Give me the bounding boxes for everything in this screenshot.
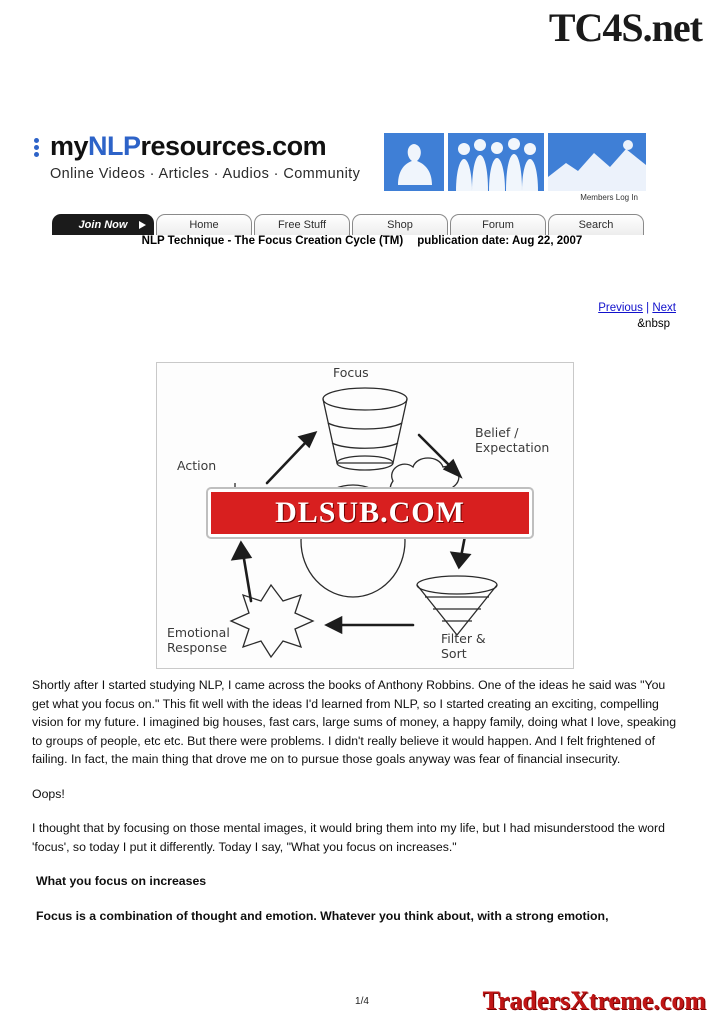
body-paragraph-1: Shortly after I started studying NLP, I came across the books of Anthony Robbins. One of the ideas he said was "You get what you focus on." This fit well with the ideas I'd learned from NLP, so I started creating an exciting, compelling vision for my future. I imagined big houses, fast cars, large sums of money, a happy family, doing what I love, speaking to groups of people, etc etc. But there were problems. I didn't really believe it would happen. And I felt frightened of failing. In fact, the main thing that drove me on to pursue those goals anyway was fear of financial insecurity. <box>32 678 677 766</box>
article-header <box>0 235 724 247</box>
diagram-label-belief <box>475 425 549 455</box>
body-paragraph-3: I thought that by focusing on those mental images, it would bring them into my life, but I had misunderstood the word 'focus', so today I put it differently. Today I say, "What you focus on increases." <box>32 821 665 854</box>
nav-item-free-stuff[interactable]: Free Stuff <box>254 214 350 235</box>
banner-photo-group-icon <box>448 133 544 191</box>
banner-images <box>384 133 646 191</box>
nav-item-home[interactable]: Home <box>156 214 252 235</box>
site-logo[interactable] <box>34 131 378 182</box>
banner-photo-landscape-icon <box>548 133 646 191</box>
body-heading-1: What you focus on increases <box>36 874 207 888</box>
diagram-label-belief-line2: Expectation <box>475 440 550 455</box>
pagination <box>598 302 676 330</box>
diagram-label-emotional-line1: Emotional <box>167 625 230 640</box>
logo-my: my <box>50 131 89 161</box>
diagram-label-belief-line1: Belief / <box>475 425 519 440</box>
pager-separator: | <box>646 302 650 314</box>
logo-nlp: NLP <box>88 131 141 161</box>
logo-dots-icon <box>34 136 48 159</box>
logo-rest: resources.com <box>140 131 327 161</box>
body-heading-2: Focus is a combination of thought and emotion. Whatever you think about, with a strong emotion, <box>36 908 609 923</box>
banner-photo-person-icon <box>384 133 444 191</box>
nav-item-search[interactable]: Search <box>548 214 644 235</box>
logo-wordmark <box>34 131 378 161</box>
top-watermark: TC4S.net <box>548 5 702 50</box>
nav-item-join-now[interactable]: Join Now <box>52 214 154 235</box>
diagram-label-filter <box>441 631 486 661</box>
next-link[interactable]: Next <box>652 302 676 314</box>
diagram-label-emotional-line2: Response <box>167 640 228 655</box>
pager-nbsp-text: &nbsp <box>637 318 670 330</box>
nav-item-shop[interactable]: Shop <box>352 214 448 235</box>
previous-link[interactable]: Previous <box>598 302 643 314</box>
footer-watermark: TradersXtreme.com <box>482 986 706 1015</box>
logo-tagline: Online Videos · Articles · Audios · Community <box>50 166 361 182</box>
diagram-label-action: Action <box>177 458 217 473</box>
diagram-label-focus: Focus <box>333 365 369 380</box>
publication-date: publication date: Aug 22, 2007 <box>417 235 583 247</box>
page-title: NLP Technique - The Focus Creation Cycle (TM) <box>141 235 404 247</box>
page-number: 1/4 <box>355 996 369 1007</box>
dlsub-watermark: DLSUB.COM <box>208 489 532 537</box>
members-login-link[interactable]: Members Log In <box>580 193 638 202</box>
nav-item-forum[interactable]: Forum <box>450 214 546 235</box>
article-body <box>32 676 680 941</box>
main-navigation <box>52 214 644 235</box>
focus-creation-cycle-diagram <box>156 362 574 669</box>
diagram-label-filter-line1: Filter & <box>441 631 486 646</box>
diagram-label-filter-line2: Sort <box>441 646 467 661</box>
diagram-label-emotional-response <box>167 625 230 655</box>
body-paragraph-2: Oops! <box>32 786 65 801</box>
